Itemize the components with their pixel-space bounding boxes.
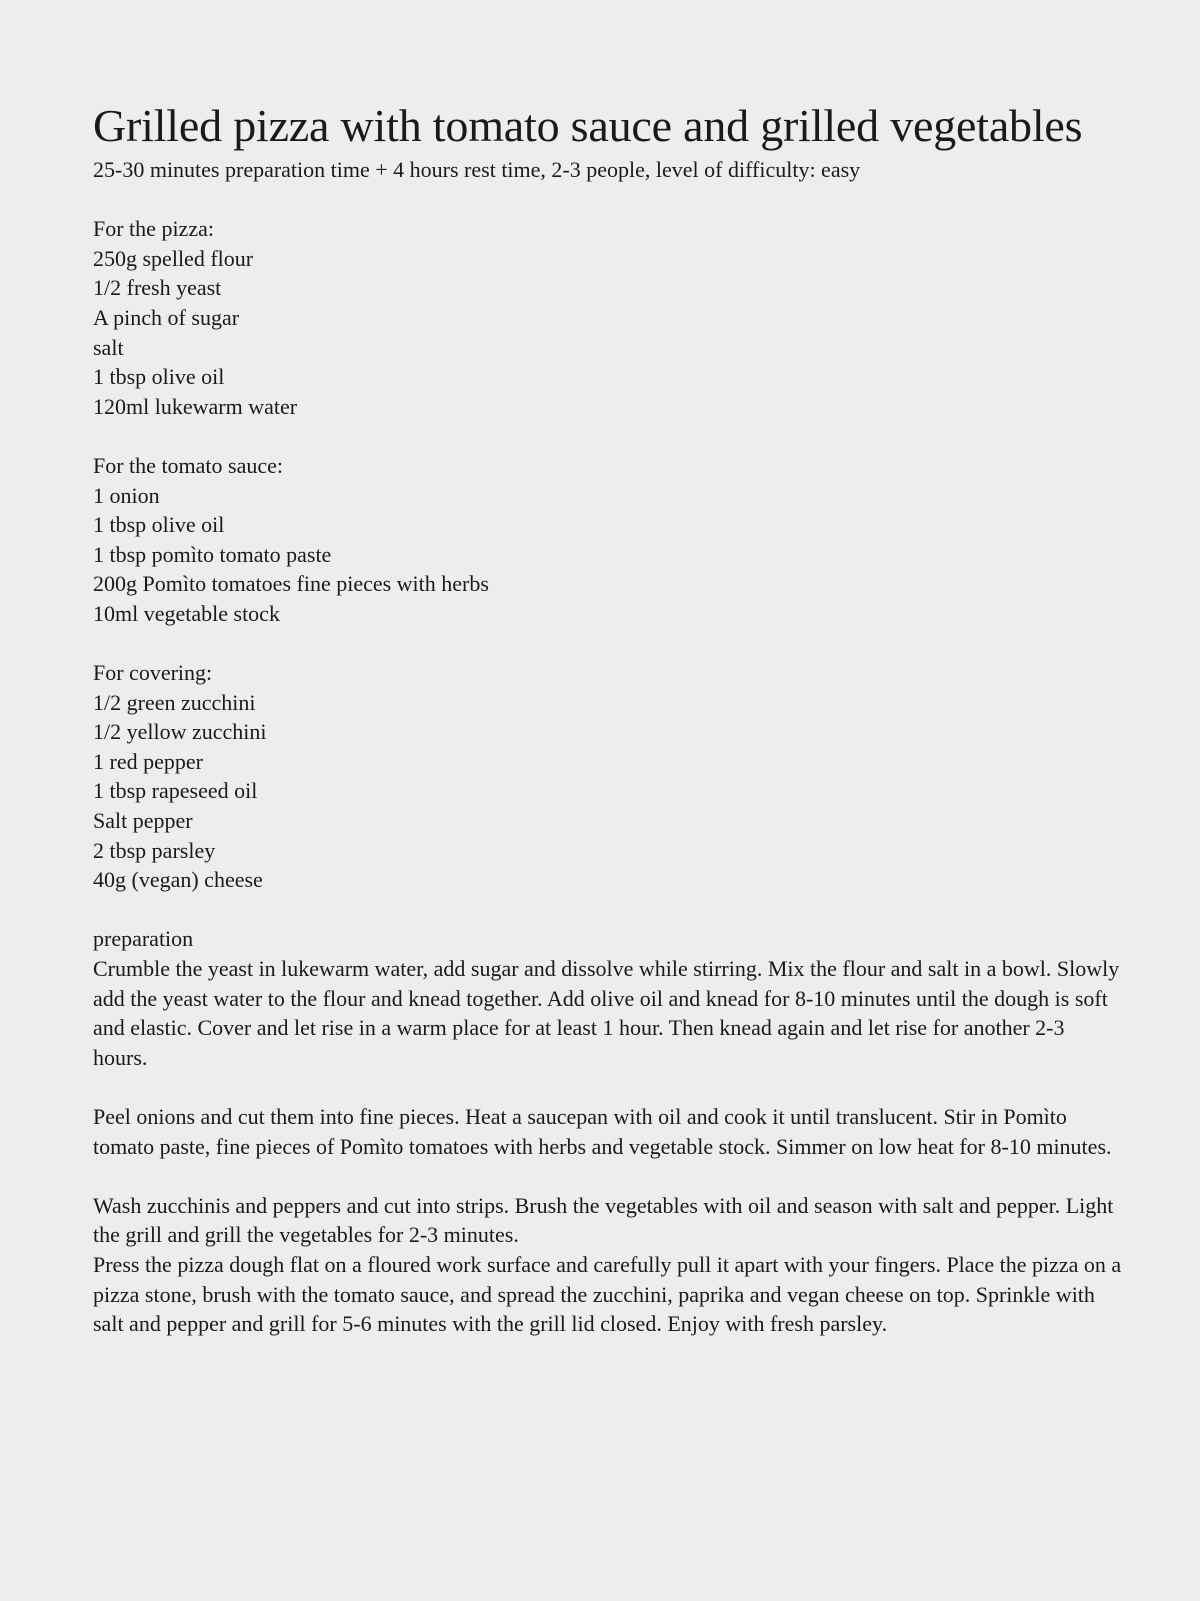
preparation-heading: preparation [93, 926, 194, 952]
recipe-meta: 25-30 minutes preparation time + 4 hours rest time, 2-3 people, level of difficulty: easy [93, 157, 861, 182]
preparation-step-dough: Crumble the yeast in lukewarm water, add sugar and dissolve while stirring. Mix the flour and salt in a bowl. Slowly add the yeast water to the flour and knead together. Add olive oil and knead for 8-10 minutes until the dough is soft and elastic. Cover and let rise in a warm place for at least 1 hour. Then knead again and let rise for another 2-3 hours. [93, 956, 1120, 1070]
ingredient-item: 1/2 green zucchini [93, 689, 256, 715]
ingredient-item: A pinch of sugar [93, 304, 240, 330]
ingredient-item: 1 tbsp olive oil [93, 512, 225, 538]
ingredient-item: 40g (vegan) cheese [93, 867, 263, 893]
preparation-step-vegetables: Wash zucchinis and peppers and cut into strips. Brush the vegetables with oil and season with salt and pepper. Light the grill and grill the vegetables for 2-3 minutes. [93, 1192, 1114, 1248]
ingredient-item: Salt pepper [93, 808, 193, 834]
covering-heading: For covering: [93, 660, 213, 686]
ingredient-item: 1 tbsp rapeseed oil [93, 778, 258, 804]
recipe-document [93, 96, 1123, 1339]
ingredient-item: 1 tbsp olive oil [93, 364, 225, 390]
ingredient-item: 1 tbsp pomìto tomato paste [93, 541, 332, 567]
recipe-title: Grilled pizza with tomato sauce and grilled vegetables [93, 100, 1083, 151]
preparation-step-grill: Press the pizza dough flat on a floured work surface and carefully pull it apart with your fingers. Place the pizza on a pizza stone, brush with the tomato sauce, and spread the zucchini, paprika and vegan cheese on top. Sprinkle with salt and pepper and grill for 5-6 minutes with the grill lid closed. Enjoy with fresh parsley. [93, 1251, 1122, 1337]
sauce-heading: For the tomato sauce: [93, 452, 284, 478]
ingredient-item: 120ml lukewarm water [93, 393, 298, 419]
sauce-ingredients [93, 451, 1123, 629]
ingredient-item: 200g Pomìto tomatoes fine pieces with herbs [93, 571, 489, 597]
preparation-section [93, 924, 1123, 1338]
ingredient-item: 1 onion [93, 482, 160, 508]
ingredient-item: 1/2 fresh yeast [93, 275, 222, 301]
pizza-ingredients [93, 214, 1123, 421]
ingredient-item: 10ml vegetable stock [93, 600, 280, 626]
covering-ingredients [93, 658, 1123, 895]
pizza-heading: For the pizza: [93, 216, 214, 242]
ingredient-item: salt [93, 334, 124, 360]
ingredient-item: 1/2 yellow zucchini [93, 719, 267, 745]
ingredient-item: 1 red pepper [93, 748, 203, 774]
ingredient-item: 2 tbsp parsley [93, 837, 216, 863]
ingredient-item: 250g spelled flour [93, 245, 254, 271]
preparation-step-sauce: Peel onions and cut them into fine pieces. Heat a saucepan with oil and cook it until translucent. Stir in Pomìto tomato paste, fine pieces of Pomìto tomatoes with herbs and vegetable stock. Simmer on low heat for 8-10 minutes. [93, 1104, 1112, 1159]
